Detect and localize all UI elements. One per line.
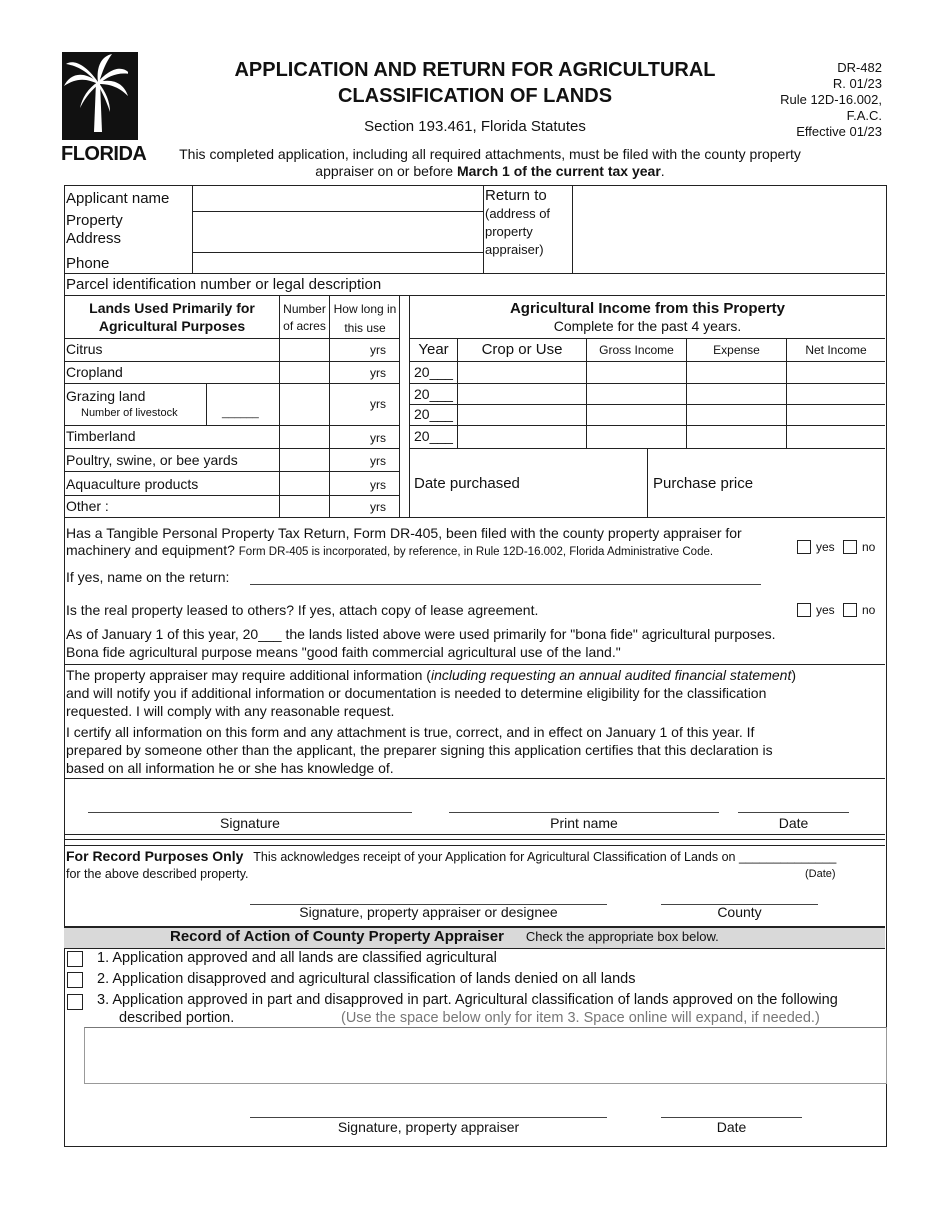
print-name-caption: Print name [550,815,618,831]
action-header [170,928,719,945]
applicant-signature-input[interactable] [90,794,414,812]
intro-line1: This completed application, including all required attachments, must be filed with the county property [179,146,801,162]
q1-no-checkbox[interactable] [843,540,857,554]
phone-input[interactable] [196,255,482,273]
action-date-input[interactable] [663,1099,804,1117]
yrs-grazing: yrs [370,397,386,411]
county-input[interactable] [663,886,820,904]
yrs-timberland: yrs [370,431,386,445]
lands-header: Lands Used Primarily for Agricultural Purposes [89,300,255,334]
applicant-name-label: Applicant name [66,190,170,207]
q1-yes-checkbox[interactable] [797,540,811,554]
action-date-caption: Date [716,1119,747,1135]
pa-designee-signature-input[interactable] [252,886,609,904]
form-title-line2: CLASSIFICATION OF LANDS [337,85,613,107]
described-portion-input[interactable] [84,1027,887,1084]
purchase-price-label: Purchase price [653,475,754,492]
income-subheader: Complete for the past 4 years. [553,318,742,334]
property-address-input[interactable] [196,215,482,253]
col-crop: Crop or Use [481,341,563,358]
date-purchased-label: Date purchased [414,475,520,492]
land-row-timberland: Timberland [66,428,136,444]
record-ack-text: This acknowledges receipt of your Application for Agricultural Classification of Lands on ______________ [253,850,837,864]
year-row-3[interactable]: 20___ [414,406,453,422]
palm-tree-icon [62,52,138,140]
jan1-year-blank[interactable]: ___ [258,626,282,642]
form-id-block [730,60,882,140]
yrs-aquaculture: yrs [370,478,386,492]
yrs-cropland: yrs [370,366,386,380]
col-gross: Gross Income [599,343,674,357]
applicant-name-input[interactable] [196,190,482,210]
livestock-label: Number of livestock [81,407,178,419]
pa-signature-caption: Signature, property appraiser [337,1119,520,1135]
acres-header: Number of acres [283,302,326,333]
phone-label: Phone [66,255,110,272]
certification-paragraph-2: I certify all information on this form and any attachment is true, correct, and in effect on January 1 of this year. If prepared by someone other than the applicant, the preparer signing this application certifies that this declaration is based on all information he or she has knowledge of. [66,724,773,776]
year-row-2[interactable]: 20___ [414,386,453,402]
property-address-label: Property Address [66,212,123,247]
q2-yes-checkbox[interactable] [797,603,811,617]
certification-paragraph-1: The property appraiser may require additional information (including requesting an annual audited financial statement) and will notify you if additional information or documentation is needed to determine eligibility for the classification requested. I will comply with any reasonable request. [66,667,797,719]
q2-no-checkbox[interactable] [843,603,857,617]
parcel-input[interactable] [396,277,884,295]
q1-note: Form DR-405 is incorporated, by reference, in Rule 12D-16.002, Florida Administrative Code. [238,546,714,558]
yrs-poultry: yrs [370,454,386,468]
action-item-3: 3. Application approved in part and disapproved in part. Agricultural classification of lands approved on the following [97,992,838,1008]
land-row-citrus: Citrus [66,341,103,357]
q1-line2: machinery and equipment? Form DR-405 is incorporated, by reference, in Rule 12D-16.002, Florida Administrative Code. [66,542,714,558]
year-row-4[interactable]: 20___ [414,428,453,444]
land-row-grazing: Grazing land [66,388,146,404]
action-item-2: 2. Application disapproved and agricultural classification of lands denied on all lands [97,971,636,987]
deadline-text: March 1 of the current tax year [456,163,661,179]
action-item-1: 1. Application approved and all lands are classified agricultural [97,950,497,966]
logo-dept-text: Department of Revenue [150,52,158,132]
how-long-header: How long in this use [333,302,397,335]
form-number: DR-482 [837,60,882,75]
q1-name-input[interactable] [252,568,762,586]
q1-yes-label: yes [816,540,835,554]
action-title: Record of Action of County Property Appraiser [170,928,504,945]
print-name-input[interactable] [451,794,721,812]
return-to-label: Return to (address of property appraiser) [485,187,551,257]
land-row-poultry: Poultry, swine, or bee yards [66,452,238,468]
action-1-checkbox[interactable] [67,951,83,967]
record-purposes-block [66,848,836,864]
action-item-3-cont: described portion. [119,1010,235,1026]
pa-signature-input[interactable] [252,1099,609,1117]
col-expense: Expense [713,343,760,357]
action-2-checkbox[interactable] [67,972,83,988]
q2-yes-label: yes [816,603,835,617]
form-rule: Rule 12D-16.002, [780,92,882,107]
land-row-other: Other : [66,498,109,514]
signature-date-input[interactable] [740,794,851,812]
form-fac: F.A.C. [846,108,882,123]
intro-text [140,146,840,180]
intro-line2: appraiser on or before March 1 of the current tax year. [315,163,665,179]
q2-text: Is the real property leased to others? If yes, attach copy of lease agreement. [66,602,539,618]
q1-no-label: no [862,540,876,554]
jan1-statement: As of January 1 of this year, 20___ the lands listed above were used primarily for "bona fide" agricultural purposes. [66,626,776,642]
yrs-citrus: yrs [370,343,386,357]
action-check-note: Check the appropriate box below. [525,929,719,944]
record-for-property: for the above described property. [66,867,249,881]
land-row-cropland: Cropland [66,364,123,380]
statute-reference: Section 193.461, Florida Statutes [364,118,586,135]
parcel-label: Parcel identification number or legal description [66,276,382,293]
yrs-other: yrs [370,500,386,514]
q1-line1: Has a Tangible Personal Property Tax Return, Form DR-405, been filed with the county property appraiser for [66,525,742,541]
col-year: Year [418,341,449,358]
date-caption: Date [778,815,809,831]
pa-designee-caption: Signature, property appraiser or designee [299,904,558,920]
form-effective: Effective 01/23 [796,124,882,139]
land-row-aquaculture: Aquaculture products [66,476,199,492]
livestock-blank[interactable]: ______ [222,407,259,419]
record-date-note: (Date) [805,868,836,880]
signature-caption: Signature [220,815,280,831]
county-caption: County [717,904,762,920]
action-space-note: (Use the space below only for item 3. Space online will expand, if needed.) [341,1010,820,1026]
form-title-line1: APPLICATION AND RETURN FOR AGRICULTURAL [234,59,716,81]
action-3-checkbox[interactable] [67,994,83,1010]
form-revision: R. 01/23 [832,76,882,91]
return-to-address-input[interactable] [576,190,884,272]
record-purposes-title: For Record Purposes Only [66,848,244,864]
year-row-1[interactable]: 20___ [414,364,453,380]
q1-name-label: If yes, name on the return: [66,569,230,585]
income-header: Agricultural Income from this Property [509,300,786,317]
q2-no-label: no [862,603,876,617]
logo-state-text: FLORIDA [61,143,147,165]
col-net: Net Income [805,343,867,357]
form-title [175,57,775,109]
bona-fide-definition: Bona fide agricultural purpose means "good faith commercial agricultural use of the land." [66,644,621,660]
florida-dor-logo [62,52,158,140]
